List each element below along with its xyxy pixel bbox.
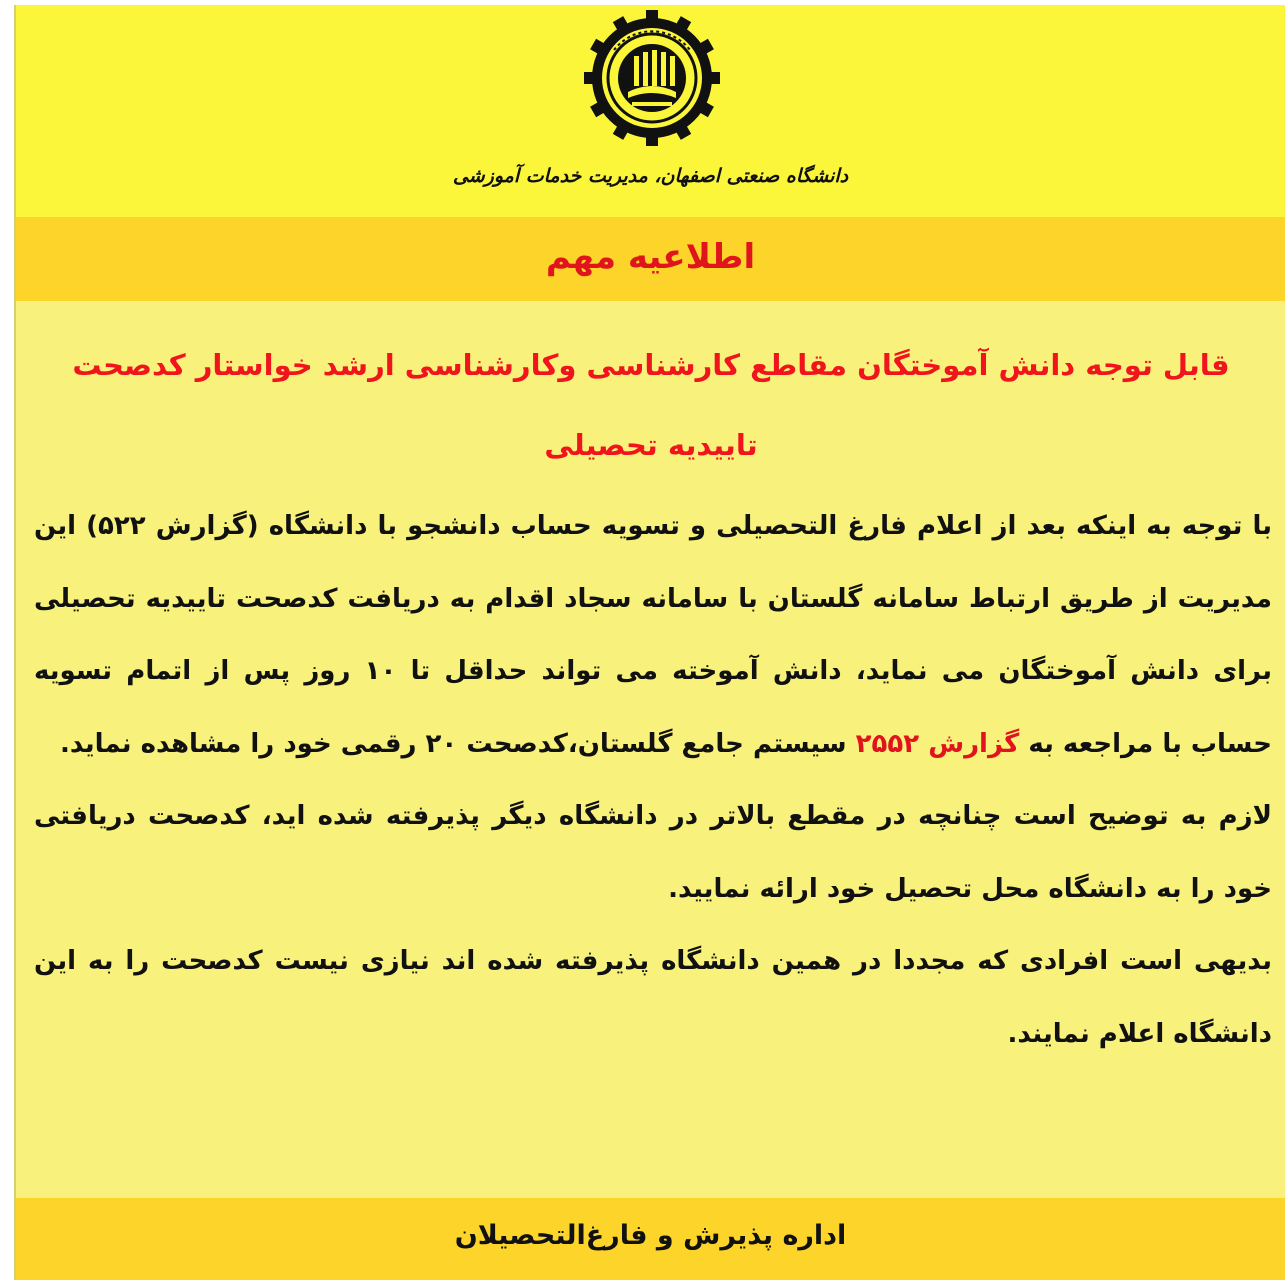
notice-title: اطلاعیه مهم [545,237,756,277]
notice-body [34,490,1272,1070]
title-band [16,217,1285,301]
paragraph-2: لازم به توضیح است چنانچه در مقطع بالاتر در دانشگاه دیگر پذیرفته شده اید، کدصحت دریافتی خود را به دانشگاه محل تحصیل خود ارائه نمایید. [34,801,1272,904]
header [16,5,1285,217]
paragraph-1 [34,490,1272,780]
university-department-line: دانشگاه صنعتی اصفهان، مدیریت خدمات آموزشی [452,165,849,187]
paragraph-1-part-b: سیستم جامع گلستان،کدصحت ۲۰ رقمی خود را مشاهده نماید. [59,728,847,759]
paragraph-1-part-a: با توجه به اینکه بعد از اعلام فارغ التحصیلی و تسویه حساب دانشجو با دانشگاه (گزارش ۵۲۲) این مدیریت از طریق ارتباط سامانه گلستان با سامانه سجاد اقدام به دریافت کدصحت تاییدیه تحصیلی برای دانش آموختگان می نماید، دانش آموخته می تواند حداقل تا ۱۰ روز پس از اتمام تسویه حساب با مراجعه به [34,511,1272,759]
paragraph-3: بدیهی است افرادی که مجددا در همین دانشگاه پذیرفته شده اند نیازی نیست کدصحت را به این دانشگاه اعلام نمایند. [34,946,1272,1049]
footer-band [16,1198,1285,1280]
report-highlight: گزارش ۲۵۵۲ [855,728,1020,759]
university-seal-icon [584,10,720,146]
notice-frame [14,5,1285,1280]
notice-subtitle: قابل توجه دانش آموختگان مقاطع کارشناسی وکارشناسی ارشد خواستار کدصحت تاییدیه تحصیلی [72,348,1230,462]
office-name: اداره پذیرش و فارغ‌التحصیلان [454,1220,847,1251]
